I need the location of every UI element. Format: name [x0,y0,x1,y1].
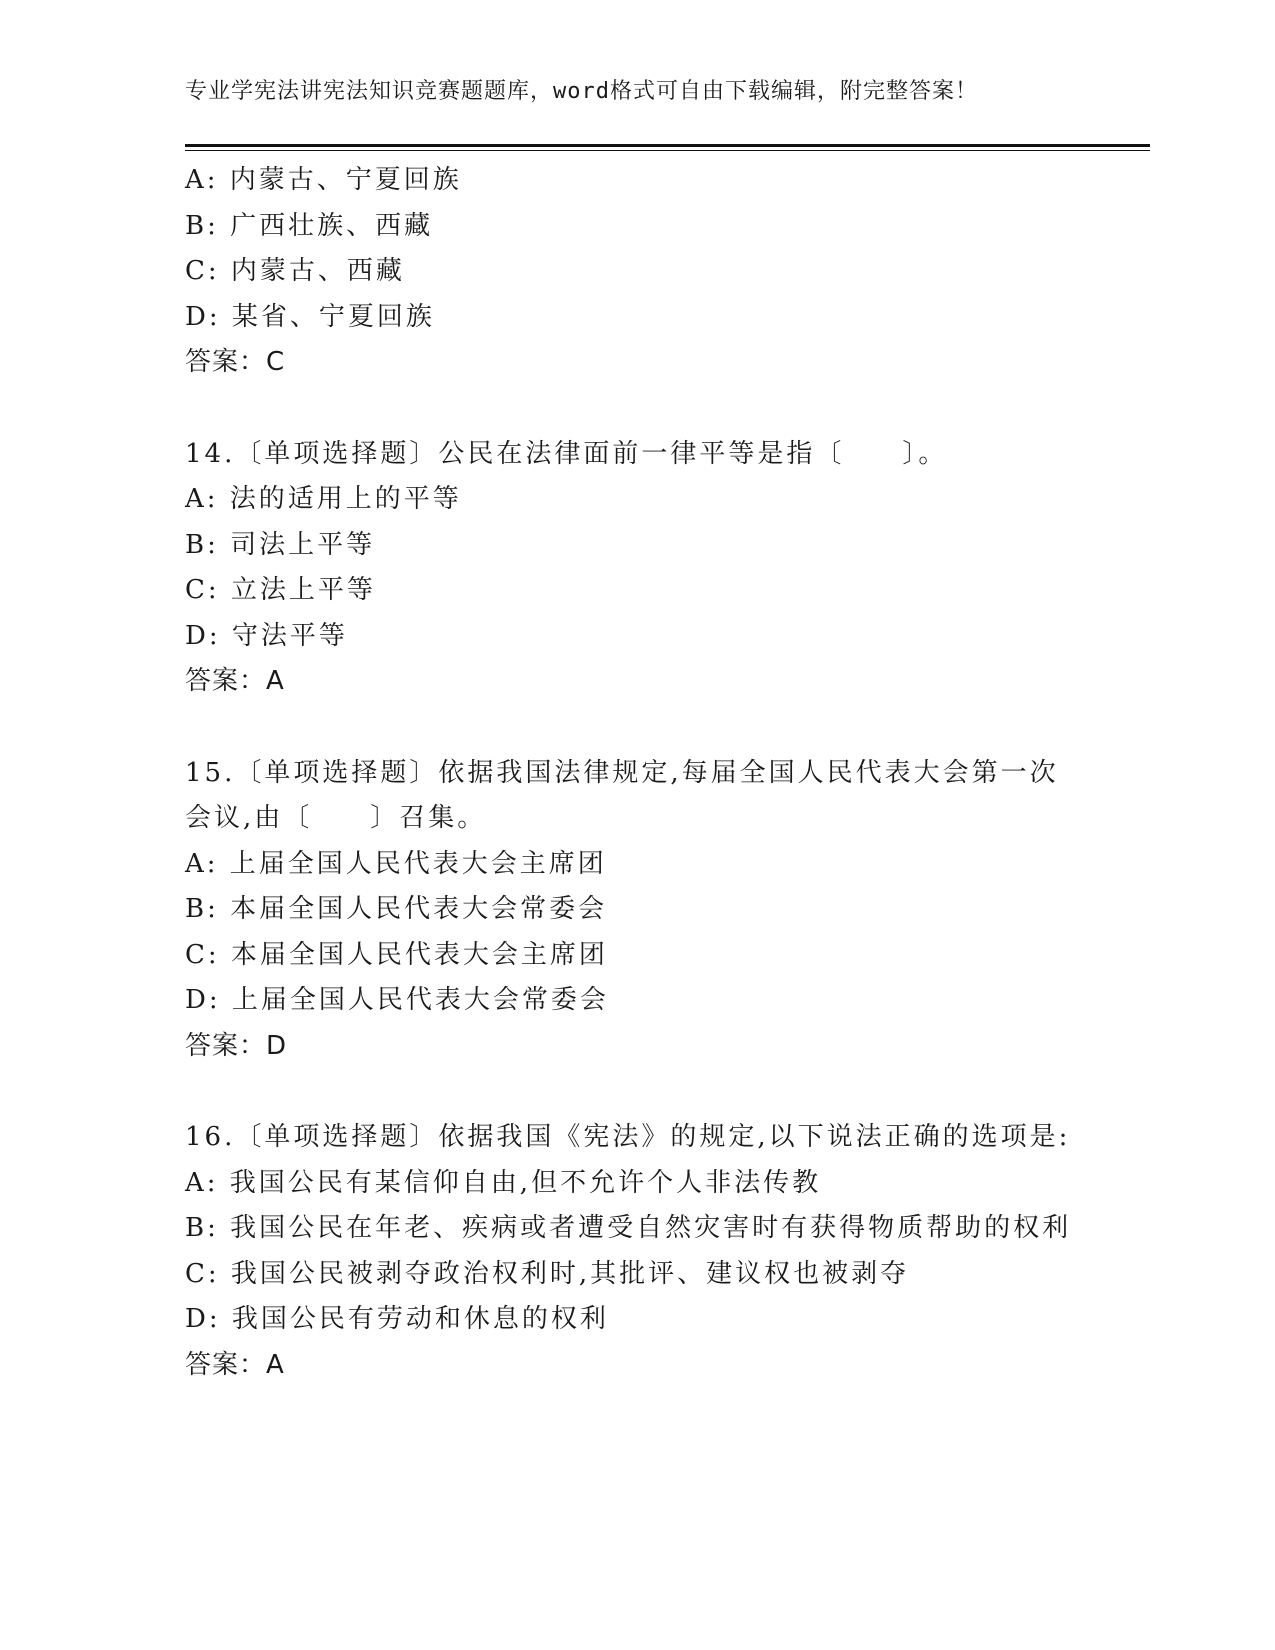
question-text: 15.〔单项选择题〕依据我国法律规定,每届全国人民代表大会第一次 [185,757,1059,788]
option-b: B: 司法上平等 [185,529,376,560]
option-a: A: 内蒙古、宁夏回族 [185,165,462,195]
header-divider-thick [185,144,1150,147]
option-c: C: 内蒙古、西藏 [185,256,405,286]
question-block-16 [185,1115,1125,1388]
block-spacer [185,705,1125,751]
block-spacer [185,386,1125,432]
option-d: D: 上届全国人民代表大会常委会 [185,985,609,1015]
option-d: D: 我国公民有劳动和休息的权利 [185,1304,609,1334]
block-spacer [185,1069,1125,1115]
option-c: C: 立法上平等 [185,575,376,605]
option-b: B: 我国公民在年老、疾病或者遭受自然灾害时有获得物质帮助的权利 [185,1213,1072,1243]
answer-line: 答案：A [185,1349,285,1380]
option-c: C: 我国公民被剥夺政治权利时,其批评、建议权也被剥夺 [185,1258,910,1289]
question-text: 14.〔单项选择题〕公民在法律面前一律平等是指〔 〕。 [185,438,948,469]
option-b: B: 广西壮族、西藏 [185,210,434,241]
answer-line: 答案：C [185,347,286,377]
answer-line: 答案：D [185,1030,288,1061]
question-block-14 [185,432,1125,705]
question-block-13 [185,158,1125,386]
header-divider-thin [185,150,1150,151]
option-b: B: 本届全国人民代表大会常委会 [185,894,608,924]
option-a: A: 我国公民有某信仰自由,但不允许个人非法传教 [185,1167,822,1198]
page-header: 专业学宪法讲宪法知识竞赛题题库，word格式可自由下载编辑，附完整答案！ [185,79,978,104]
question-list [185,158,1125,1388]
option-c: C: 本届全国人民代表大会主席团 [185,939,608,970]
question-text: 16.〔单项选择题〕依据我国《宪法》的规定,以下说法正确的选项是: [185,1122,1071,1152]
option-d: D: 守法平等 [185,620,348,651]
question-block-15 [185,751,1125,1070]
question-text-continued: 会议,由〔 〕召集。 [185,803,487,833]
option-a: A: 法的适用上的平等 [185,484,462,514]
option-a: A: 上届全国人民代表大会主席团 [185,848,607,879]
answer-line: 答案：A [185,666,285,696]
option-d: D: 某省、宁夏回族 [185,301,435,332]
